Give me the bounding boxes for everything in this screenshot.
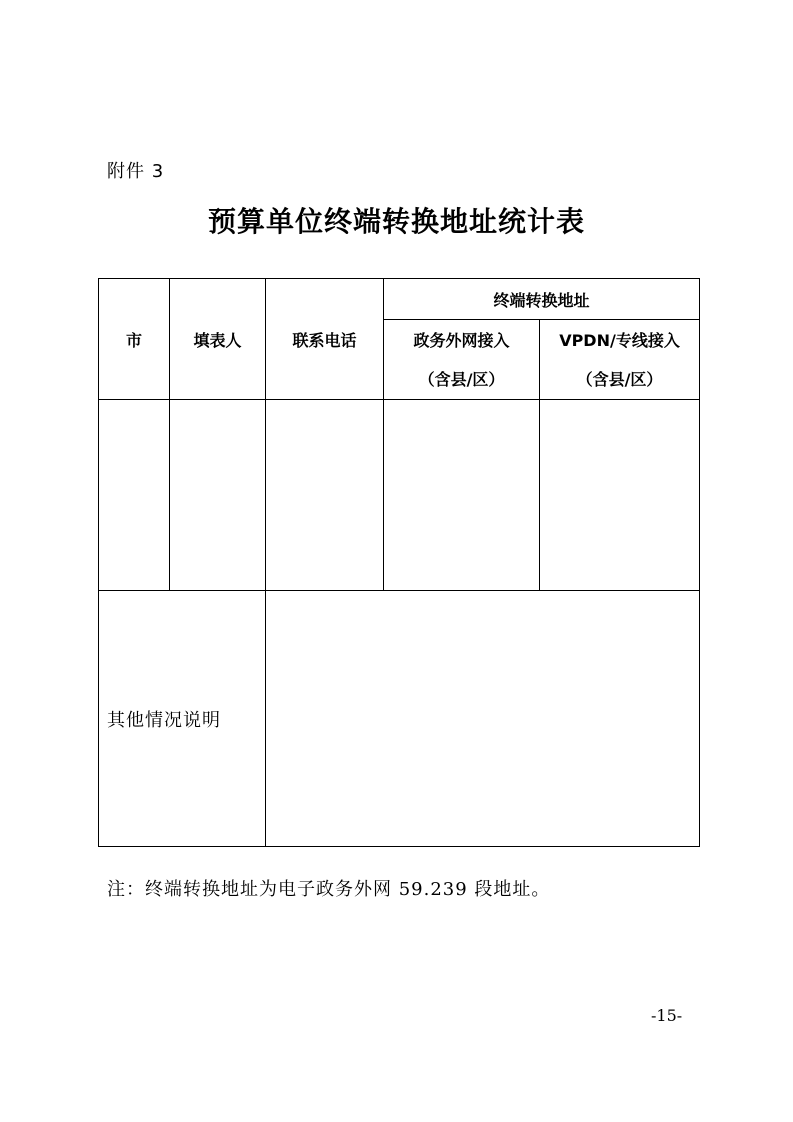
remarks-content-cell[interactable]	[266, 591, 700, 847]
cell-phone[interactable]	[266, 400, 384, 591]
header-gov-net-access	[384, 320, 540, 400]
cell-vpdn-address[interactable]	[540, 400, 700, 591]
attachment-label: 附件 3	[107, 161, 165, 182]
remarks-label: 其他情况说明	[99, 591, 266, 847]
header-vpdn-access	[540, 320, 700, 400]
cell-filler[interactable]	[170, 400, 266, 591]
header-terminal-address: 终端转换地址	[384, 279, 700, 320]
header-vpdn-line2: （含县/区）	[576, 369, 663, 389]
header-vpdn-line1: VPDN/专线接入	[559, 330, 680, 350]
cell-city[interactable]	[99, 400, 170, 591]
cell-gov-net-address[interactable]	[384, 400, 540, 591]
statistics-table	[98, 278, 700, 847]
header-phone: 联系电话	[266, 279, 384, 400]
header-filler: 填表人	[170, 279, 266, 400]
header-city: 市	[99, 279, 170, 400]
header-gov-net-line2: （含县/区）	[418, 369, 505, 389]
page-title: 预算单位终端转换地址统计表	[207, 205, 585, 238]
page-number: -15-	[651, 1006, 683, 1025]
header-gov-net-line1: 政务外网接入	[413, 330, 510, 350]
footnote: 注：终端转换地址为电子政务外网 59.239 段地址。	[107, 879, 551, 900]
